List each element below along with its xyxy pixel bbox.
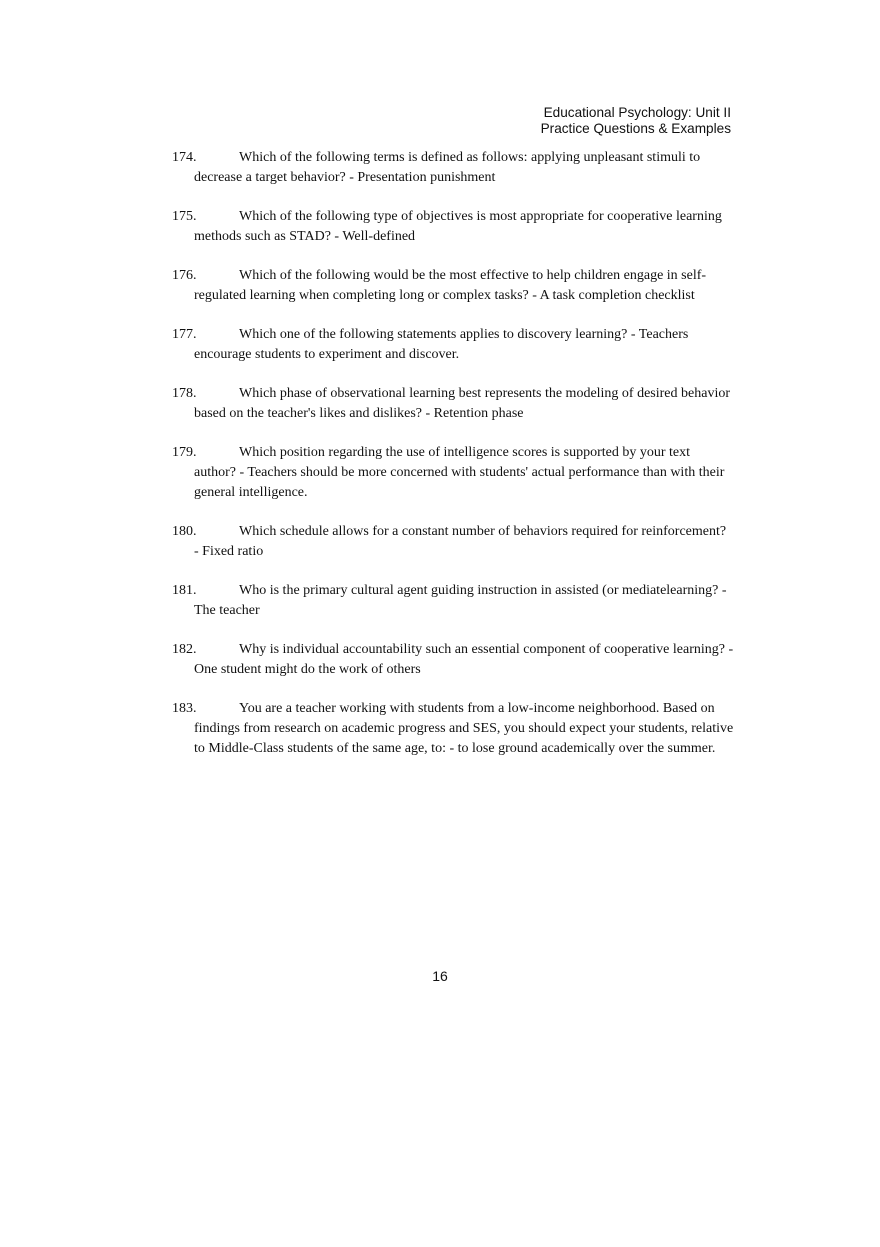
- question-number: 177.: [172, 327, 197, 342]
- question-text: Which of the following would be the most effective to help children engage in self-regulated learning when completing long or complex tasks? - A task completion checklist: [194, 268, 707, 303]
- question-text: Why is individual accountability such an essential component of cooperative learning? - One student might do the work of others: [194, 642, 734, 677]
- question-item: [172, 443, 734, 503]
- question-number: 181.: [172, 583, 197, 598]
- question-text: Which of the following type of objectives is most appropriate for cooperative learning methods such as STAD? - Well-defined: [194, 209, 722, 244]
- question-list: [172, 148, 734, 778]
- question-number: 176.: [172, 268, 197, 283]
- question-item: [172, 640, 734, 680]
- question-text: Which schedule allows for a constant number of behaviors required for reinforcement? - Fixed ratio: [194, 524, 727, 559]
- page-number: 16: [432, 968, 448, 984]
- question-number: 179.: [172, 445, 197, 460]
- question-number: 182.: [172, 642, 197, 657]
- question-item: [172, 325, 734, 365]
- question-item: [172, 266, 734, 306]
- question-number: 178.: [172, 386, 197, 401]
- header-section-title: Practice Questions & Examples: [540, 121, 731, 136]
- question-text: Which phase of observational learning best represents the modeling of desired behavior based on the teacher's likes and dislikes? - Retention phase: [194, 386, 731, 421]
- question-number: 180.: [172, 524, 197, 539]
- question-item: [172, 699, 734, 759]
- question-item: [172, 207, 734, 247]
- question-number: 175.: [172, 209, 197, 224]
- question-item: [172, 581, 734, 621]
- page-header: [541, 105, 731, 137]
- question-text: Which one of the following statements applies to discovery learning? - Teachers encourage students to experiment and discover.: [194, 327, 689, 362]
- header-course-title: Educational Psychology: Unit II: [543, 105, 731, 120]
- question-number: 183.: [172, 701, 197, 716]
- question-number: 174.: [172, 150, 197, 165]
- question-item: [172, 522, 734, 562]
- question-item: [172, 148, 734, 188]
- question-text: Which position regarding the use of intelligence scores is supported by your text author? - Teachers should be more concerned with students' actual performance than with their general intelligence.: [194, 445, 725, 500]
- question-item: [172, 384, 734, 424]
- question-text: Who is the primary cultural agent guiding instruction in assisted (or mediatelearning? - The teacher: [194, 583, 727, 618]
- question-text: You are a teacher working with students from a low-income neighborhood. Based on findings from research on academic progress and SES, you should expect your students, relative to Middle-Class students of the same age, to: - to lose ground academically over the summer.: [194, 701, 734, 756]
- question-text: Which of the following terms is defined as follows: applying unpleasant stimuli to decrease a target behavior? - Presentation punishment: [194, 150, 701, 185]
